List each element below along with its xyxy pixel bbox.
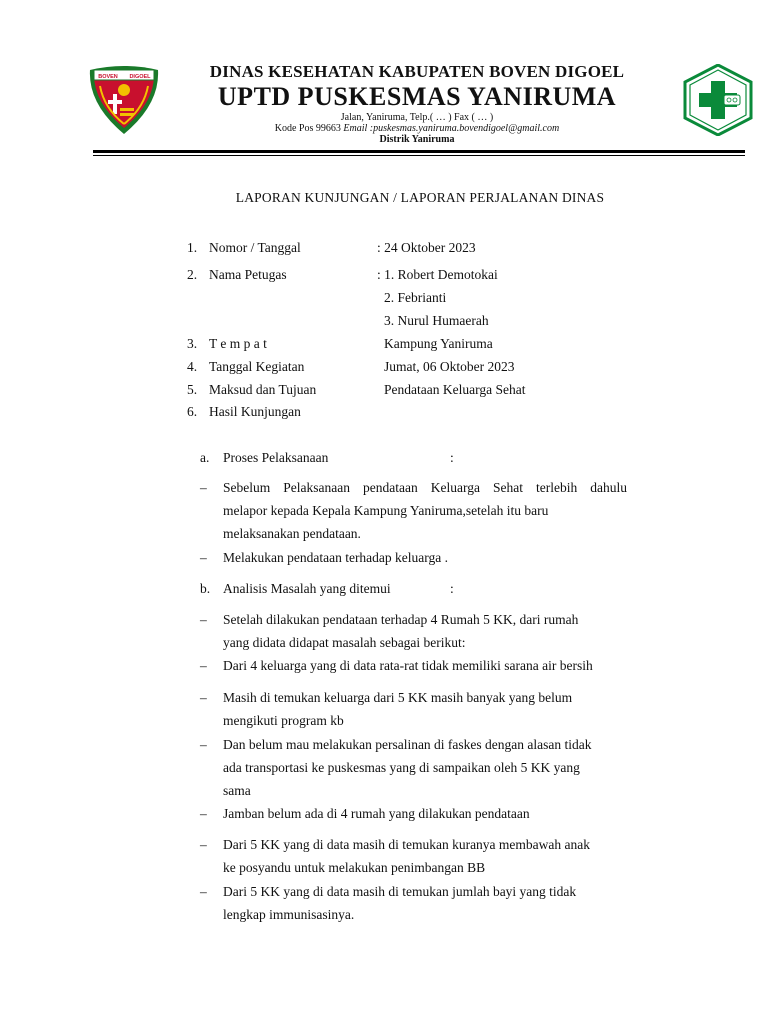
list-item-line: Masih di temukan keluarga dari 5 KK masih banyak yang belum <box>223 690 573 705</box>
field-number: 4. <box>187 359 198 374</box>
list-item-line: melapor kepada Kepala Kampung Yaniruma,setelah itu baru <box>223 503 549 518</box>
list-item-line: melaksanakan pendataan. <box>223 526 361 541</box>
field-number: 3. <box>187 336 198 351</box>
dash-bullet: – <box>200 658 207 673</box>
emblem-text-left: BOVEN <box>98 74 118 80</box>
field-number: 5. <box>187 382 198 397</box>
dash-bullet: – <box>200 837 207 852</box>
field-number: 1. <box>187 240 198 255</box>
contact-line <box>172 123 662 134</box>
section-b-heading: Analisis Masalah yang ditemui <box>223 581 391 596</box>
field-number: 2. <box>187 267 198 282</box>
dash-bullet: – <box>200 806 207 821</box>
field-value: 2. Febrianti <box>384 290 447 305</box>
section-a-heading: Proses Pelaksanaan <box>223 450 329 465</box>
postal-code: Kode Pos 99663 <box>274 123 344 134</box>
dash-bullet: – <box>200 612 207 627</box>
field-value: : 1. Robert Demotokai <box>377 267 498 282</box>
list-item-line: mengikuti program kb <box>223 713 344 728</box>
address-line: Jalan, Yaniruma, Telp.( … ) Fax ( … ) <box>340 112 494 123</box>
emblem-text-right: DIGOEL <box>129 74 151 80</box>
list-item-line: Dan belum mau melakukan persalinan di faskes dengan alasan tidak <box>223 737 592 752</box>
boven-digoel-emblem <box>86 64 162 136</box>
field-value: Pendataan Keluarga Sehat <box>384 382 526 397</box>
field-number: 6. <box>187 404 198 419</box>
field-label: Hasil Kunjungan <box>209 404 301 419</box>
institution-name: UPTD PUSKESMAS YANIRUMA <box>217 82 617 111</box>
section-b-colon: : <box>450 581 454 596</box>
field-value: Jumat, 06 Oktober 2023 <box>384 359 515 374</box>
email-address: Email :puskesmas.yaniruma.bovendigoel@gmail.com <box>343 123 560 134</box>
list-item-line: lengkap immunisasinya. <box>223 907 355 922</box>
section-b-letter: b. <box>200 581 211 596</box>
list-item-line: sama <box>223 783 251 798</box>
document-title: LAPORAN KUNJUNGAN / LAPORAN PERJALANAN DINAS <box>235 190 605 205</box>
dash-bullet: – <box>200 884 207 899</box>
list-item-line: Dari 4 keluarga yang di data rata-rat tidak memiliki sarana air bersih <box>223 658 593 673</box>
header-rule-thin <box>93 155 745 156</box>
field-value: 3. Nurul Humaerah <box>384 313 489 328</box>
header-rule-thick <box>93 150 745 153</box>
field-label: Nomor / Tanggal <box>209 240 301 255</box>
section-a-colon: : <box>450 450 454 465</box>
list-item-line: ke posyandu untuk melakukan penimbangan BB <box>223 860 486 875</box>
field-value: : 24 Oktober 2023 <box>377 240 476 255</box>
field-label: T e m p a t <box>209 336 267 351</box>
list-item-line: Dari 5 KK yang di data masih di temukan jumlah bayi yang tidak <box>223 884 577 899</box>
dash-bullet: – <box>200 550 207 565</box>
section-a-letter: a. <box>200 450 210 465</box>
list-item-line: Dari 5 KK yang di data masih di temukan kuranya membawah anak <box>223 837 591 852</box>
list-item-line: yang didata didapat masalah sebagai berikut: <box>223 635 466 650</box>
field-value: Kampung Yaniruma <box>384 336 493 351</box>
list-item-line: Melakukan pendataan terhadap keluarga . <box>223 550 449 565</box>
list-item-line: ada transportasi ke puskesmas yang di sampaikan oleh 5 KK yang <box>223 760 580 775</box>
district-line: Distrik Yaniruma <box>379 134 455 145</box>
agency-name: DINAS KESEHATAN KABUPATEN BOVEN DIGOEL <box>209 62 625 81</box>
field-label: Tanggal Kegiatan <box>209 359 305 374</box>
dash-bullet: – <box>200 690 207 705</box>
dash-bullet: – <box>200 480 207 495</box>
dash-bullet: – <box>200 737 207 752</box>
field-label: Nama Petugas <box>209 267 287 282</box>
puskesmas-logo <box>682 64 754 136</box>
list-item-line: Jamban belum ada di 4 rumah yang dilakukan pendataan <box>223 806 530 821</box>
list-item-line: Setelah dilakukan pendataan terhadap 4 Rumah 5 KK, dari rumah <box>223 612 579 627</box>
list-item-line: Sebelum Pelaksanaan pendataan Keluarga Sehat terlebih dahulu <box>223 480 627 495</box>
field-label: Maksud dan Tujuan <box>209 382 317 397</box>
